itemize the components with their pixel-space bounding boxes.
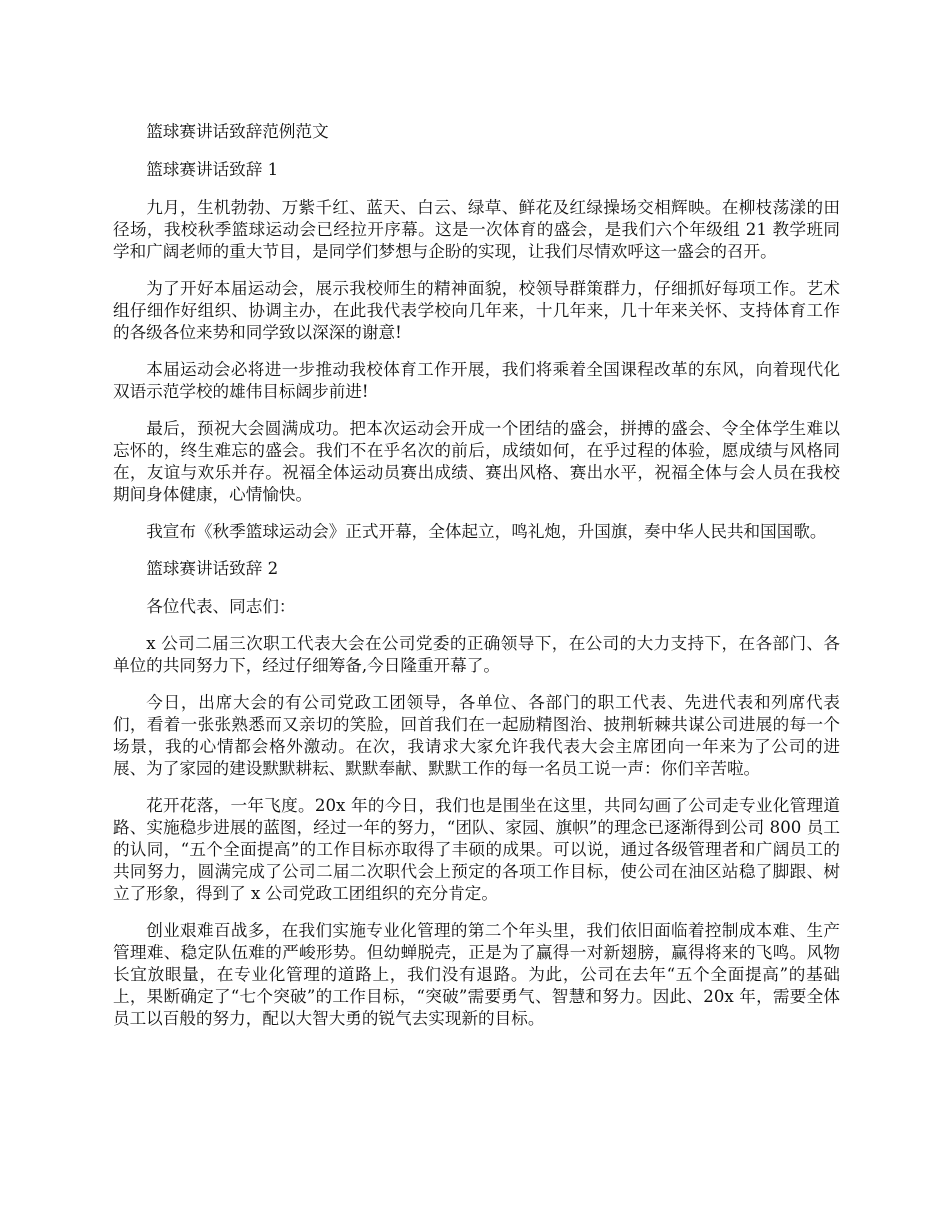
section-heading-1: 篮球赛讲话致辞 1: [146, 160, 279, 179]
document-body: [113, 121, 840, 1045]
paragraph: 为了开好本届运动会，展示我校师生的精神面貌，校领导群策群力，仔细抓好每项工作。艺术组仔细作好组织、协调主办，在此我代表学校向几年来，十几年来，几十年来关怀、支持体育工作的各级各位来势和同学致以深深的谢意!: [113, 279, 840, 342]
paragraph: 我宣布《秋季篮球运动会》正式开幕，全体起立，鸣礼炮，升国旗，奏中华人民共和国国歌。: [146, 522, 827, 541]
paragraph: x 公司二届三次职工代表大会在公司党委的正确领导下，在公司的大力支持下，在各部门、各单位的共同努力下，经过仔细筹备,今日隆重开幕了。: [113, 634, 840, 675]
paragraph: 花开花落，一年飞度。20x 年的今日，我们也是围坐在这里，共同勾画了公司走专业化管理道路、实施稳步进展的蓝图，经过一年的努力，“团队、家园、旗帜”的理念已逐渐得到公司 800 员工的认同，“五个全面提高”的工作目标亦取得了丰硕的成果。可以说，通过各级管理者和广阔员工的共同努力，圆满完成了公司二届二次职代会上预定的各项工作目标，使公司在油区站稳了脚跟、树立了形象，得到了 x 公司党政工团组织的充分肯定。: [113, 796, 840, 903]
paragraph: 各位代表、同志们：: [146, 597, 296, 616]
paragraph: 九月，生机勃勃、万紫千红、蓝天、白云、绿草、鲜花及红绿操场交相辉映。在柳枝荡漾的田径场，我校秋季篮球运动会已经拉开序幕。这是一次体育的盛会，是我们六个年级组 21 教学班同学和广阔老师的重大节目，是同学们梦想与企盼的实现，让我们尽情欢呼这一盛会的召开。: [113, 198, 840, 261]
section-heading-2: 篮球赛讲话致辞 2: [146, 559, 279, 578]
paragraph: 今日，出席大会的有公司党政工团领导，各单位、各部门的职工代表、先进代表和列席代表们，看着一张张熟悉而又亲切的笑脸，回首我们在一起励精图治、披荆斩棘共谋公司进展的每一个场景，我的心情都会格外激动。在次，我请求大家允许我代表大会主席团向一年来为了公司的进展、为了家园的建设默默耕耘、默默奉献、默默工作的每一名员工说一声：你们辛苦啦。: [113, 693, 840, 778]
paragraph: 本届运动会必将进一步推动我校体育工作开展，我们将乘着全国课程改革的东风，向着现代化双语示范学校的雄伟目标阔步前进!: [113, 360, 840, 401]
paragraph: 最后，预祝大会圆满成功。把本次运动会开成一个团结的盛会，拼搏的盛会、令全体学生难以忘怀的，终生难忘的盛会。我们不在乎名次的前后，成绩如何，在乎过程的体验，愿成绩与风格同在，友谊与欢乐并存。祝福全体运动员赛出成绩、赛出风格、赛出水平，祝福全体与会人员在我校期间身体健康，心情愉快。: [113, 419, 840, 504]
document-title: 篮球赛讲话致辞范例范文: [146, 122, 329, 141]
paragraph: 创业艰难百战多，在我们实施专业化管理的第二个年头里，我们依旧面临着控制成本难、生产管理难、稳定队伍难的严峻形势。但幼蝉脱壳，正是为了赢得一对新翅膀，赢得将来的飞鸣。风物长宜放眼量，在专业化管理的道路上，我们没有退路。为此，公司在去年“五个全面提高”的基础上，果断确定了“七个突破”的工作目标，“突破”需要勇气、智慧和努力。因此、20x 年，需要全体员工以百般的努力，配以大智大勇的锐气去实现新的目标。: [113, 921, 840, 1028]
